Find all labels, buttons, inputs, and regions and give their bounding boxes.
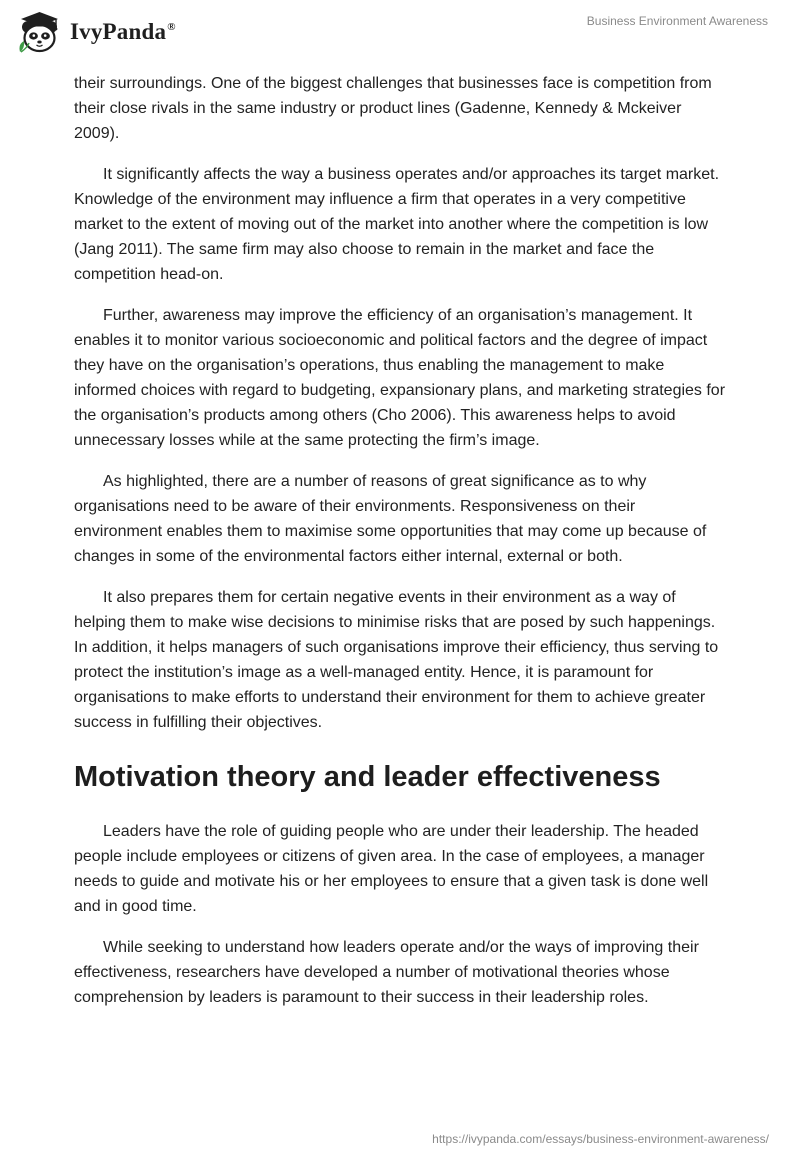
- paragraph: Further, awareness may improve the efficiency of an organisation’s management. It enables it to monitor various socioeconomic and political factors and the degree of impact they have on the organisation’s operations, thus enabling the management to make informed choices with regard to budgeting, expansionary plans, and marketing strategies for the organisation’s products among others (Cho 2006). This awareness helps to avoid unnecessary losses while at the same protecting the firm’s image.: [74, 307, 726, 449]
- document-title: Business Environment Awareness: [586, 14, 768, 28]
- brand-name: [70, 19, 176, 45]
- registered-mark: ®: [167, 21, 176, 34]
- paragraph: It also prepares them for certain negative events in their environment as a way of helping them to make wise decisions to minimise risks that are posed by such happenings. In addition, it helps managers of such organisations improve their efficiency, thus serving to protect the institution’s image as a well-managed entity. Hence, it is paramount for organisations to make efforts to understand their environment for them to achieve greater success in fulfilling their objectives.: [74, 589, 719, 731]
- ivypanda-logo[interactable]: [14, 8, 176, 54]
- paragraph: While seeking to understand how leaders operate and/or the ways of improving their effectiveness, researchers have developed a number of motivational theories whose comprehension by leaders is paramount to their success in their leadership roles.: [74, 939, 699, 1006]
- paragraph: Leaders have the role of guiding people who are under their leadership. The headed people include employees or citizens of given area. In the case of employees, a manager needs to guide and motivate his or her employees to ensure that a given task is done well and in good time.: [74, 823, 709, 915]
- section-heading: Motivation theory and leader effectiveness: [74, 761, 661, 793]
- paragraph-continued: their surroundings. One of the biggest challenges that businesses face is competition from their close rivals in the same industry or product lines (Gadenne, Kennedy & Mckeiver 2009).: [74, 75, 712, 142]
- source-url-link[interactable]: https://ivypanda.com/essays/business-environment-awareness/: [432, 1132, 769, 1146]
- paragraph: It significantly affects the way a business operates and/or approaches its target market. Knowledge of the environment may influence a firm that operates in a very competitive market to the extent of moving out of the market into another where the competition is low (Jang 2011). The same firm may also choose to remain in the market and face the competition head-on.: [74, 166, 720, 283]
- brand-name-text: IvyPanda: [70, 19, 167, 44]
- paragraph: As highlighted, there are a number of reasons of great significance as to why organisations need to be aware of their environments. Responsiveness on their environment enables them to maximise some opportunities that may come up because of changes in some of the environmental factors either internal, external or both.: [74, 473, 707, 565]
- essay-content: [74, 71, 726, 1026]
- page-header: [0, 0, 800, 60]
- panda-graduate-icon: [14, 8, 64, 54]
